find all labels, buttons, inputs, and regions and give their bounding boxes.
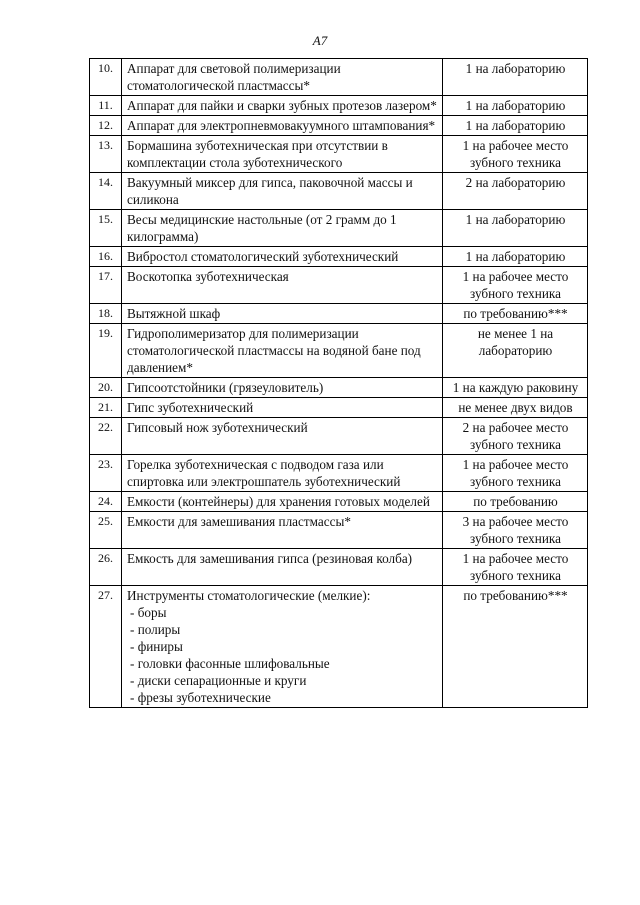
row-number: 14. <box>90 173 122 210</box>
equipment-name <box>122 210 443 247</box>
equipment-quantity: 3 на рабочее место зубного техника <box>443 512 588 549</box>
row-number: 20. <box>90 378 122 398</box>
equipment-subitem: - боры <box>130 605 167 620</box>
equipment-name <box>122 59 443 96</box>
equipment-name <box>122 324 443 378</box>
table-row <box>90 59 588 96</box>
equipment-name <box>122 492 443 512</box>
table-row <box>90 455 588 492</box>
row-number: 16. <box>90 247 122 267</box>
equipment-table-body <box>90 59 588 708</box>
equipment-name <box>122 378 443 398</box>
row-number: 23. <box>90 455 122 492</box>
equipment-name <box>122 116 443 136</box>
equipment-name <box>122 512 443 549</box>
equipment-name-text: Гипс зуботехнический <box>127 400 254 415</box>
equipment-name-text: Воскотопка зуботехническая <box>127 269 289 284</box>
row-number: 22. <box>90 418 122 455</box>
equipment-subitem: - финиры <box>130 639 183 654</box>
equipment-name <box>122 418 443 455</box>
equipment-name-text: Горелка зуботехническая с подводом газа или спиртовка или электрошпатель зуботехнический <box>127 457 401 489</box>
equipment-name <box>122 247 443 267</box>
equipment-subitem: - фрезы зуботехнические <box>130 690 271 705</box>
equipment-name-text: Вытяжной шкаф <box>127 306 221 321</box>
equipment-quantity: по требованию <box>443 492 588 512</box>
equipment-quantity: по требованию*** <box>443 304 588 324</box>
equipment-name-text: Гипсоотстойники (грязеуловитель) <box>127 380 324 395</box>
equipment-name-text: Вибростол стоматологический зуботехнический <box>127 249 399 264</box>
equipment-quantity: 2 на лабораторию <box>443 173 588 210</box>
table-row <box>90 492 588 512</box>
equipment-quantity: не менее двух видов <box>443 398 588 418</box>
table-row <box>90 418 588 455</box>
equipment-quantity: 1 на каждую раковину <box>443 378 588 398</box>
row-number: 25. <box>90 512 122 549</box>
equipment-name-text: Весы медицинские настольные (от 2 грамм до 1 килограмма) <box>127 212 397 244</box>
equipment-name-text: Емкости (контейнеры) для хранения готовых моделей <box>127 494 430 509</box>
equipment-name-text: Емкость для замешивания гипса (резиновая колба) <box>127 551 413 566</box>
equipment-name <box>122 267 443 304</box>
table-row <box>90 304 588 324</box>
table-row <box>90 116 588 136</box>
row-number: 11. <box>90 96 122 116</box>
equipment-quantity: 1 на рабочее место зубного техника <box>443 136 588 173</box>
equipment-quantity: 2 на рабочее место зубного техника <box>443 418 588 455</box>
table-row <box>90 324 588 378</box>
table-row <box>90 210 588 247</box>
equipment-name <box>122 398 443 418</box>
table-row <box>90 96 588 116</box>
table-row <box>90 247 588 267</box>
equipment-name-text: Аппарат для световой полимеризации стоматологической пластмассы* <box>127 61 341 93</box>
equipment-subitem: - диски сепарационные и круги <box>130 673 307 688</box>
equipment-quantity: 1 на лабораторию <box>443 116 588 136</box>
row-number: 19. <box>90 324 122 378</box>
equipment-name-text: Гидрополимеризатор для полимеризации стоматологической пластмассы на водяной бане под давлением* <box>127 326 421 375</box>
equipment-name <box>122 96 443 116</box>
equipment-quantity: 1 на лабораторию <box>443 210 588 247</box>
equipment-quantity: 1 на лабораторию <box>443 247 588 267</box>
page-number: A7 <box>312 33 328 48</box>
equipment-name <box>122 549 443 586</box>
equipment-quantity: не менее 1 на лабораторию <box>443 324 588 378</box>
table-row <box>90 267 588 304</box>
equipment-name-text: Аппарат для пайки и сварки зубных протезов лазером* <box>127 98 437 113</box>
row-number: 10. <box>90 59 122 96</box>
equipment-name <box>122 173 443 210</box>
row-number: 18. <box>90 304 122 324</box>
equipment-name <box>122 136 443 173</box>
table-row <box>90 136 588 173</box>
equipment-quantity: 1 на лабораторию <box>443 59 588 96</box>
table-row <box>90 173 588 210</box>
equipment-table <box>89 58 588 708</box>
equipment-subitem: - головки фасонные шлифовальные <box>130 656 330 671</box>
equipment-name-text: Инструменты стоматологические (мелкие): <box>127 588 371 603</box>
table-row <box>90 398 588 418</box>
equipment-quantity: 1 на рабочее место зубного техника <box>443 267 588 304</box>
equipment-subitem: - полиры <box>130 622 181 637</box>
equipment-quantity: 1 на рабочее место зубного техника <box>443 455 588 492</box>
equipment-name <box>122 586 443 708</box>
equipment-name <box>122 304 443 324</box>
row-number: 27. <box>90 586 122 708</box>
table-row <box>90 549 588 586</box>
equipment-name-text: Емкости для замешивания пластмассы* <box>127 514 351 529</box>
row-number: 15. <box>90 210 122 247</box>
row-number: 21. <box>90 398 122 418</box>
equipment-quantity: 1 на рабочее место зубного техника <box>443 549 588 586</box>
equipment-name-text: Бормашина зуботехническая при отсутствии в комплектации стола зуботехнического <box>127 138 388 170</box>
equipment-name-text: Гипсовый нож зуботехнический <box>127 420 308 435</box>
row-number: 12. <box>90 116 122 136</box>
table-row <box>90 512 588 549</box>
equipment-name <box>122 455 443 492</box>
row-number: 17. <box>90 267 122 304</box>
equipment-name-text: Вакуумный миксер для гипса, паковочной массы и силикона <box>127 175 413 207</box>
row-number: 24. <box>90 492 122 512</box>
table-row <box>90 378 588 398</box>
row-number: 26. <box>90 549 122 586</box>
table-row <box>90 586 588 708</box>
equipment-name-text: Аппарат для электропневмовакуумного штампования* <box>127 118 436 133</box>
equipment-quantity: 1 на лабораторию <box>443 96 588 116</box>
row-number: 13. <box>90 136 122 173</box>
equipment-quantity: по требованию*** <box>443 586 588 708</box>
